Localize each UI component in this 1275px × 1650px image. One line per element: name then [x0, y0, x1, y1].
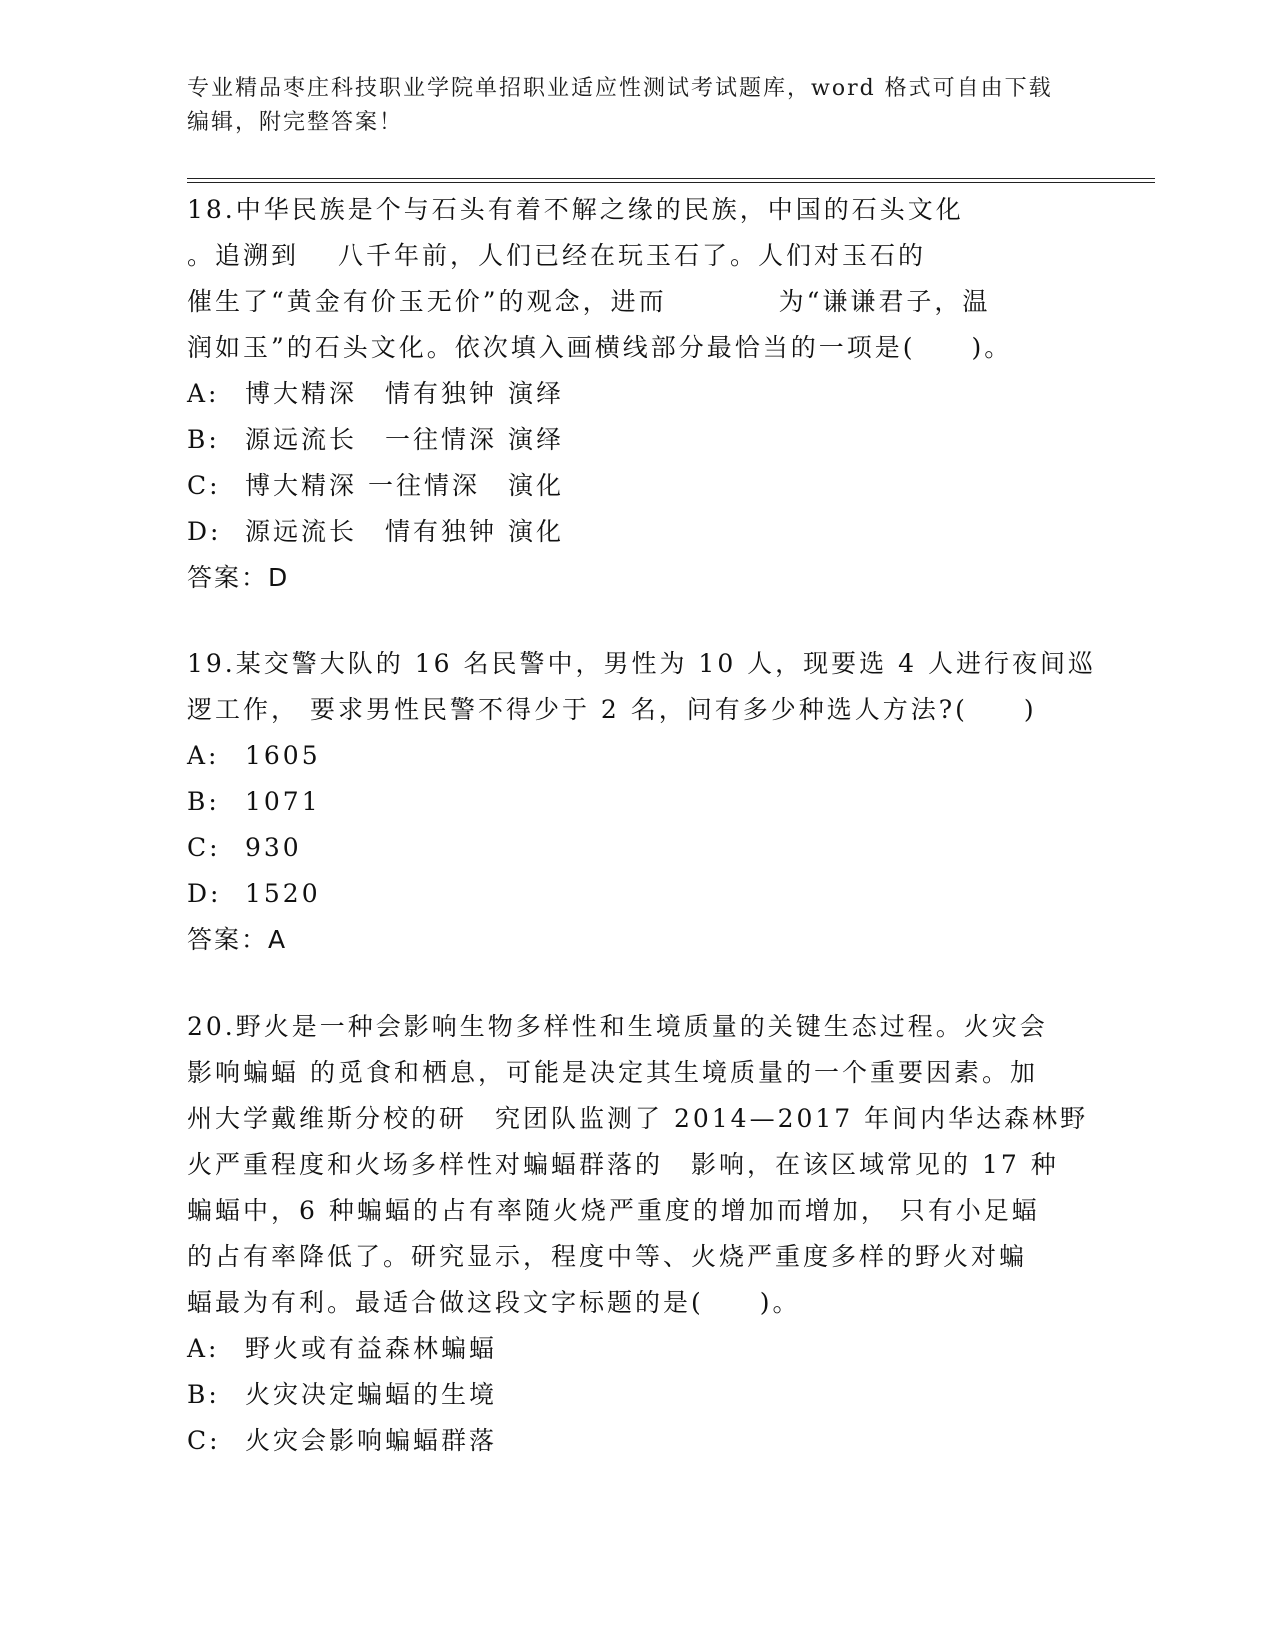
option-text: 源远流长 一往情深 演绎: [245, 425, 564, 454]
stem-line: 火严重程度和火场多样性对蝙蝠群落的 影响，在该区域常见的 17 种: [187, 1150, 1059, 1179]
answer-line: 答案：D: [187, 563, 290, 592]
option-text: 源远流长 情有独钟 演化: [245, 517, 564, 546]
header-divider-bottom: [187, 182, 1155, 183]
question-stem: [187, 187, 1087, 371]
stem-line: 蝠最为有利。最适合做这段文字标题的是( )。: [187, 1288, 801, 1317]
option-b: [187, 1372, 1087, 1418]
question-stem: [187, 1004, 1087, 1326]
stem-line: 18.中华民族是个与石头有着不解之缘的民族，中国的石头文化: [187, 195, 964, 224]
question-18: [187, 187, 1087, 601]
option-label: A:: [187, 379, 220, 408]
option-text: 火灾决定蝙蝠的生境: [245, 1380, 498, 1409]
stem-line: 催生了“黄金有价玉无价”的观念，进而 为“谦谦君子，温: [187, 287, 991, 316]
option-text: 930: [245, 833, 302, 862]
option-label: B:: [187, 425, 220, 454]
option-c: [187, 825, 1087, 871]
header-line-1: 专业精品枣庄科技职业学院单招职业适应性测试考试题库，word 格式可自由下载: [187, 76, 1053, 101]
option-label: C:: [187, 471, 221, 500]
question-stem: [187, 641, 1096, 733]
option-label: D:: [187, 879, 222, 908]
option-text: 1071: [245, 787, 321, 816]
stem-line: 20.野火是一种会影响生物多样性和生境质量的关键生态过程。火灾会: [187, 1012, 1048, 1041]
option-label: B:: [187, 1380, 220, 1409]
stem-line: 州大学戴维斯分校的研 究团队监测了 2014—2017 年间内华达森林野: [187, 1104, 1089, 1133]
option-text: 1520: [245, 879, 321, 908]
stem-line: 19.某交警大队的 16 名民警中，男性为 10 人，现要选 4 人进行夜间巡: [187, 649, 1096, 678]
stem-line: 逻工作， 要求男性民警不得少于 2 名，问有多少种选人方法?( ): [187, 695, 1037, 724]
option-b: [187, 417, 1087, 463]
stem-line: 蝙蝠中，6 种蝙蝠的占有率随火烧严重度的增加而增加， 只有小足蝠: [187, 1196, 1040, 1225]
option-a: [187, 733, 1087, 779]
option-a: [187, 371, 1087, 417]
option-label: D:: [187, 517, 222, 546]
option-text: 火灾会影响蝙蝠群落: [245, 1426, 498, 1455]
option-label: B:: [187, 787, 220, 816]
answer-line: 答案：A: [187, 925, 288, 954]
header-divider-top: [187, 178, 1155, 179]
option-d: [187, 509, 1087, 555]
header-line-2: 编辑，附完整答案！: [187, 110, 404, 135]
option-d: [187, 871, 1087, 917]
stem-line: 润如玉”的石头文化。依次填入画横线部分最恰当的一项是( )。: [187, 333, 1013, 362]
option-b: [187, 779, 1087, 825]
option-c: [187, 1418, 1087, 1464]
question-20: [187, 1004, 1087, 1464]
option-label: C:: [187, 833, 221, 862]
option-text: 博大精深 一往情深 演化: [245, 471, 564, 500]
stem-line: 。追溯到 八千年前，人们已经在玩玉石了。人们对玉石的: [187, 241, 926, 270]
question-19: [187, 641, 1096, 963]
option-text: 1605: [245, 741, 321, 770]
option-label: A:: [187, 741, 220, 770]
option-c: [187, 463, 1087, 509]
option-text: 博大精深 情有独钟 演绎: [245, 379, 564, 408]
option-text: 野火或有益森林蝙蝠: [245, 1334, 498, 1363]
option-label: A:: [187, 1334, 220, 1363]
stem-line: 的占有率降低了。研究显示，程度中等、火烧严重度多样的野火对蝙: [187, 1242, 1028, 1271]
page-header: [187, 72, 1067, 140]
option-label: C:: [187, 1426, 221, 1455]
option-a: [187, 1326, 1087, 1372]
stem-line: 影响蝙蝠 的觅食和栖息，可能是决定其生境质量的一个重要因素。加: [187, 1058, 1038, 1087]
